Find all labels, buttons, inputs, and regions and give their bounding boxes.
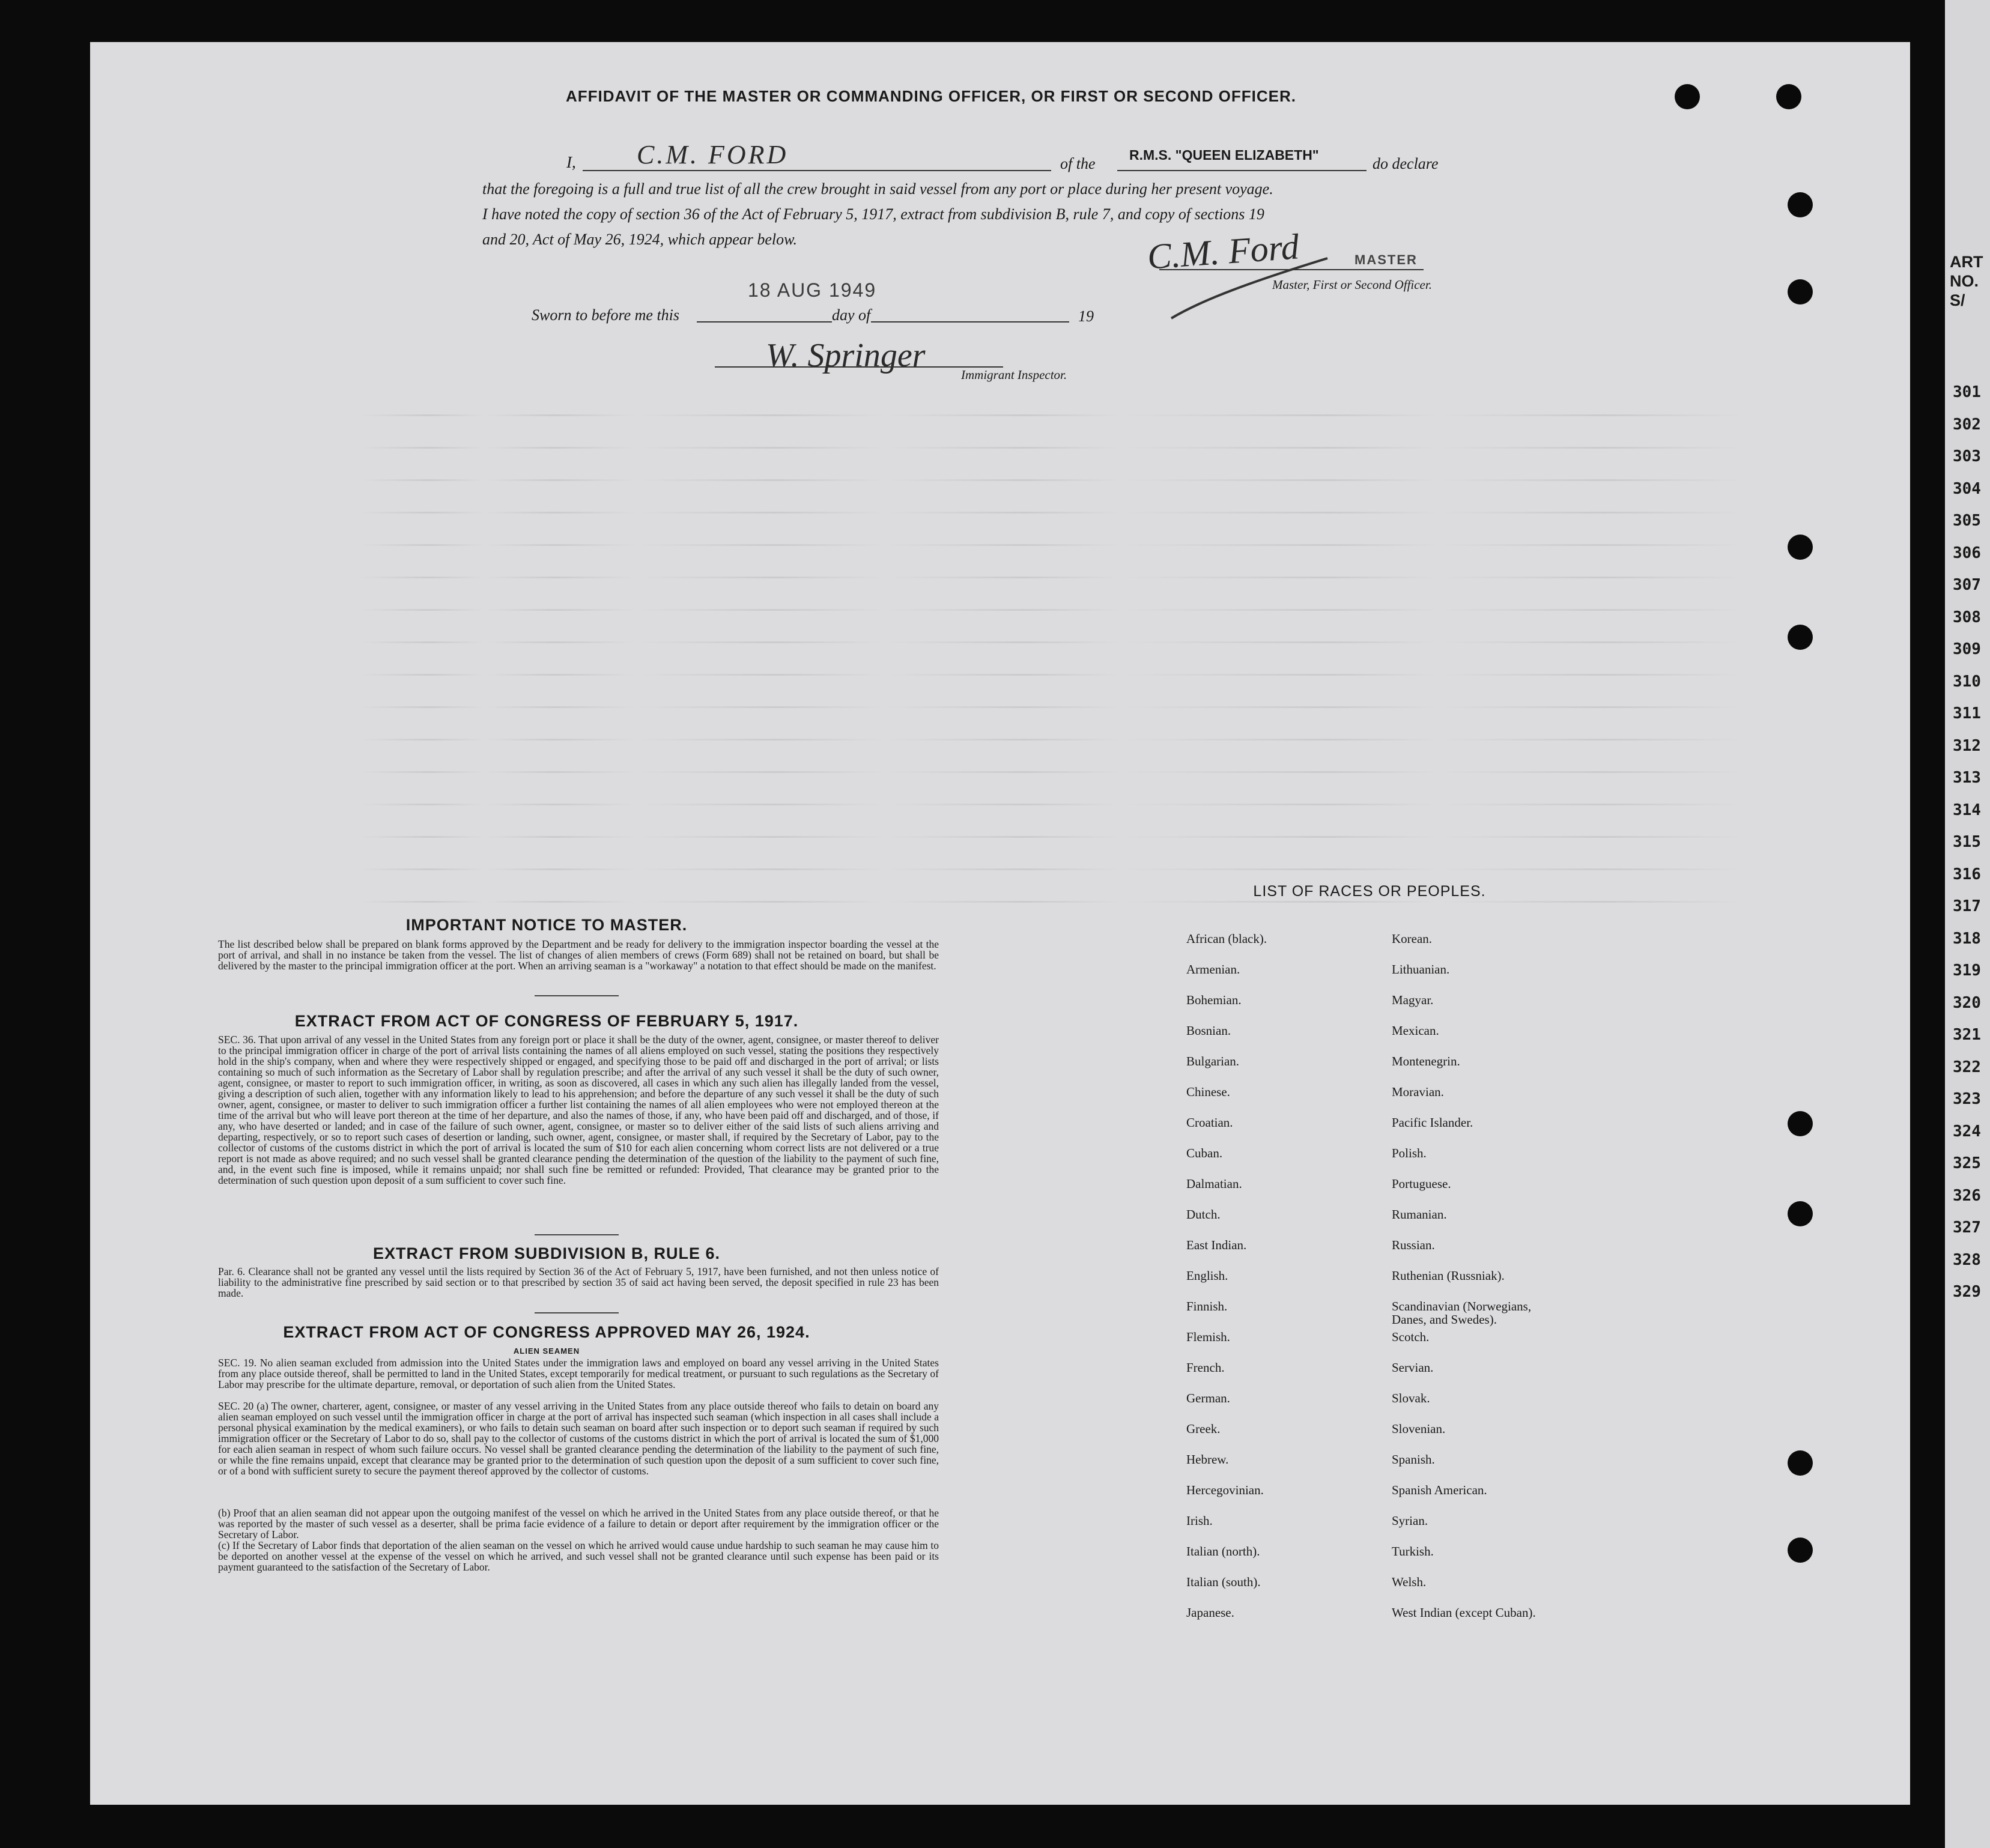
race-item: Italian (south). [1186, 1575, 1261, 1589]
section-divider [535, 995, 619, 996]
master-caption: Master, First or Second Officer. [1272, 277, 1432, 292]
extract-1924-sec20a: SEC. 20 (a) The owner, charterer, agent, consignee, or master of any vessel arriving in the United States from any place outside thereof who fails to detain on board any alien seaman employed on such vessel until the immigration officer in charge at the port of arrival has inspected such seaman (which inspection in all cases shall include a personal physical examination by the medical examiners), or who fails to detain such seaman on board after such inspection or to deport such seaman if required by such immigration officer or the Secretary of Labor to do so, shall pay to the collector of customs of the customs district in which the port of arrival is located the sum of $1,000 for each alien seaman in respect of whom such failure occurs. No vessel shall be granted clearance pending the determination of the liability to the payment of such fine, or while the fine remains unpaid, except that clearance may be granted prior to the determination of such question upon the deposit of a sum sufficient to cover such fine, or of a bond with sufficient surety to secure the payment thereof approved by the collector of customs. [218, 1400, 939, 1477]
affidavit-line-2: that the foregoing is a full and true list of all the crew brought in said vessel from any port or place during her present voyage. [482, 180, 1273, 198]
line-number: 310 [1953, 672, 1981, 691]
race-item: Hercegovinian. [1186, 1483, 1264, 1497]
race-item: Russian. [1392, 1238, 1435, 1252]
line-number: 326 [1953, 1186, 1981, 1205]
line-number: 311 [1953, 704, 1981, 723]
bleed-through-row [360, 609, 1742, 611]
bleed-through-row [360, 577, 1742, 578]
race-item: Irish. [1186, 1513, 1213, 1528]
race-item: Japanese. [1186, 1605, 1234, 1620]
punch-hole [1788, 535, 1813, 560]
line-number: 314 [1953, 801, 1981, 819]
bleed-through-row [360, 836, 1742, 838]
inspector-caption: Immigrant Inspector. [961, 368, 1067, 382]
race-item: Rumanian. [1392, 1207, 1447, 1222]
race-item: Dalmatian. [1186, 1177, 1242, 1191]
race-item: French. [1186, 1360, 1225, 1375]
affidavit-title: AFFIDAVIT OF THE MASTER OR COMMANDING OFFICER, OR FIRST OR SECOND OFFICER. [565, 87, 1297, 105]
race-item: Moravian. [1392, 1085, 1444, 1099]
extract-1924-title: EXTRACT FROM ACT OF CONGRESS APPROVED MAY 26, 1924. [283, 1323, 810, 1341]
date-stamp: 18 AUG 1949 [748, 279, 877, 301]
line-number: 327 [1953, 1219, 1981, 1237]
bleed-through-row [360, 739, 1742, 741]
race-item: Bohemian. [1186, 993, 1242, 1007]
race-item: Cuban. [1186, 1146, 1223, 1160]
day-of-label: day of [832, 306, 871, 324]
bleed-through-row [360, 771, 1742, 773]
race-item: Pacific Islander. [1392, 1115, 1473, 1130]
line-number: 309 [1953, 640, 1981, 658]
line-number: 328 [1953, 1250, 1981, 1269]
line-number: 303 [1953, 447, 1981, 465]
race-item: African (black). [1186, 932, 1267, 946]
race-item: Dutch. [1186, 1207, 1221, 1222]
bleed-through-row [360, 901, 1742, 903]
race-item: German. [1186, 1391, 1230, 1405]
race-item: Flemish. [1186, 1330, 1230, 1344]
vessel-name: R.M.S. "QUEEN ELIZABETH" [1129, 147, 1319, 163]
races-column-1 [1186, 932, 1379, 1637]
header-line: S/ [1950, 291, 1965, 309]
race-item: Syrian. [1392, 1513, 1428, 1528]
bleed-through-row [360, 804, 1742, 805]
race-item: Scotch. [1392, 1330, 1430, 1344]
race-item: Ruthenian (Russniak). [1392, 1268, 1505, 1283]
line-number: 329 [1953, 1283, 1981, 1301]
line-number: 317 [1953, 897, 1981, 915]
line-number: 307 [1953, 576, 1981, 594]
punch-hole [1675, 84, 1700, 109]
extract-rule6-body: Par. 6. Clearance shall not be granted any vessel until the lists required by Section 36 of the Act of February 5, 1917, have been furnished, and not then unless notice of liability to the administrative fine prescribed by said section or to that prescribed by section 35 of said act having been served, the deposit specified in rule 23 has been made. [218, 1265, 939, 1299]
line-number: 319 [1953, 962, 1981, 980]
bleed-through-row [360, 641, 1742, 643]
sworn-day-line [697, 321, 832, 323]
affidavit-line-3: I have noted the copy of section 36 of the Act of February 5, 1917, extract from subdivision B, rule 7, and copy of sections 19 [482, 205, 1264, 223]
affidavit-line-4: and 20, Act of May 26, 1924, which appear below. [482, 231, 798, 248]
i-label: I, [566, 153, 576, 171]
race-item: Spanish. [1392, 1452, 1435, 1467]
bleed-through-row [360, 868, 1742, 870]
bleed-through-row [360, 512, 1742, 514]
line-number: 312 [1953, 736, 1981, 755]
punch-hole [1788, 192, 1813, 217]
punch-hole [1776, 84, 1801, 109]
extract-1924-sec19: SEC. 19. No alien seaman excluded from admission into the United States under the immigration laws and employed on board any vessel arriving in the United States from any place outside thereof, shall be permitted to land in the United States, except temporarily for medical treatment, or pursuant to such regulations as the Secretary of Labor may prescribe for the ultimate departure, removal, or deportation of such alien from the United States. [218, 1357, 939, 1390]
line-number: 321 [1953, 1026, 1981, 1044]
race-item: Portuguese. [1392, 1177, 1451, 1191]
bleed-through-row [360, 706, 1742, 708]
race-item: Korean. [1392, 932, 1433, 946]
race-item: Montenegrin. [1392, 1054, 1460, 1068]
line-number: 305 [1953, 512, 1981, 530]
sworn-label: Sworn to before me this [532, 306, 680, 324]
bleed-through-row [360, 544, 1742, 546]
master-signature-line [1159, 269, 1424, 270]
inspector-signature: W. Springer [766, 337, 926, 374]
inspector-signature-line [715, 366, 1003, 368]
extract-1917-title: EXTRACT FROM ACT OF CONGRESS OF FEBRUARY 5, 1917. [294, 1012, 799, 1030]
line-number: 316 [1953, 865, 1981, 883]
line-number: 315 [1953, 833, 1981, 851]
line-number: 323 [1953, 1090, 1981, 1108]
race-item: Armenian. [1186, 962, 1240, 977]
race-item: Slovak. [1392, 1391, 1430, 1405]
line-number: 306 [1953, 544, 1981, 562]
race-item: Turkish. [1392, 1544, 1434, 1559]
extract-1917-body: SEC. 36. That upon arrival of any vessel in the United States from any foreign port or place it shall be the duty of the owner, agent, consignee, or master thereof to deliver to the principal immigration officer in charge of the port of arrival lists containing the names of all aliens employed on such vessel, stating the positions they respectively hold in the ship's company, when and where they were respectively shipped or engaged, and specifying those to be paid off and discharged in the port of arrival; or lists containing so much of such information as the Secretary of Labor shall by regulation prescribe; and after the arrival of any such vessel it shall be the duty of such owner, agent, consignee, or master to report to such immigration officer, in writing, as soon as discovered, all cases in which any such alien has illegally landed from the vessel, giving a description of such alien, together with any information likely to lead to his apprehension; and before the departure of any such vessel it shall be the duty of such owner, agent, consignee, or master to deliver to such immigration officer a further list containing the names of all alien employees who were not employed thereon at the time of the arrival but who will leave port thereon at the time of her departure, and also the names of those, if any, who have been paid off and discharged, and of those, if any, who have deserted or landed; and in case of the failure of such owner, agent, consignee, or master so to deliver either of the said lists of such aliens arriving and departing, respectively, or so to report such cases of desertion or landing, such owner, agent, consignee, or master shall, if required by the Secretary of Labor, pay to the collector of customs of the customs district in which the port of arrival is located the sum of $10 for each alien concerning whom correct lists are not delivered or a true report is not made as above required; and no such vessel shall be granted clearance pending the determination of the question of the liability to the payment of such fine, and, in the event such fine is imposed, while it remains unpaid; nor shall such fine be remitted or refunded: Provided, That clearance may be granted prior to the determination of such question upon deposit of a sum sufficient to cover such fine. [218, 1034, 939, 1186]
race-item: Finnish. [1186, 1299, 1228, 1313]
line-number: 320 [1953, 993, 1981, 1012]
race-item: Croatian. [1186, 1115, 1233, 1130]
line-number: 301 [1953, 383, 1981, 401]
notice-title: IMPORTANT NOTICE TO MASTER. [405, 916, 688, 934]
bleed-through-row [360, 447, 1742, 449]
race-item: Welsh. [1392, 1575, 1427, 1589]
header-line: NO. [1950, 272, 1979, 290]
alien-seamen-subtitle: ALIEN SEAMEN [513, 1347, 580, 1356]
race-item: Bosnian. [1186, 1023, 1231, 1038]
race-item: English. [1186, 1268, 1228, 1283]
punch-hole [1788, 1450, 1813, 1476]
vessel-line [1117, 170, 1367, 171]
line-number: 318 [1953, 929, 1981, 948]
line-number: 324 [1953, 1122, 1981, 1141]
race-item: Scandinavian (Norwegians, Danes, and Swedes). [1392, 1299, 1532, 1327]
race-item: Chinese. [1186, 1085, 1230, 1099]
of-the-label: of the [1060, 155, 1096, 172]
bleed-through-row [360, 479, 1742, 481]
line-number: 313 [1953, 769, 1981, 787]
race-item: Servian. [1392, 1360, 1434, 1375]
line-number: 325 [1953, 1154, 1981, 1172]
master-signature: C.M. Ford [1145, 226, 1300, 277]
race-item: Bulgarian. [1186, 1054, 1240, 1068]
section-divider [535, 1234, 619, 1235]
race-item: Magyar. [1392, 993, 1434, 1007]
races-column-2 [1392, 932, 1608, 1637]
punch-hole [1788, 1201, 1813, 1226]
line-number: 308 [1953, 608, 1981, 626]
bleed-through-row [360, 414, 1742, 416]
race-item: Slovenian. [1392, 1422, 1446, 1436]
race-item: Polish. [1392, 1146, 1427, 1160]
master-stamp: MASTER [1354, 252, 1418, 267]
adjacent-sheet-header [1950, 252, 1983, 310]
punch-hole [1788, 1111, 1813, 1136]
race-item: Mexican. [1392, 1023, 1439, 1038]
race-item: East Indian. [1186, 1238, 1247, 1252]
bleed-through-row [360, 674, 1742, 676]
race-item: Hebrew. [1186, 1452, 1229, 1467]
punch-hole [1788, 625, 1813, 650]
sworn-month-line [871, 321, 1069, 323]
race-item: Lithuanian. [1392, 962, 1450, 977]
line-number: 304 [1953, 479, 1981, 498]
race-item: West Indian (except Cuban). [1392, 1605, 1536, 1620]
extract-1924-sec20c: (c) If the Secretary of Labor finds that deportation of the alien seaman on the vessel on which he arrived would cause undue hardship to such seaman he may cause him to be deported on another vessel at the expense of the vessel on which he arrived, and such vessel shall not be granted clearance until such expense has been paid or its payment guaranteed to the satisfaction of the Secretary of Labor. [218, 1539, 939, 1573]
punch-hole [1788, 1537, 1813, 1563]
line-number: 322 [1953, 1058, 1981, 1076]
header-line: ART [1950, 253, 1983, 271]
extract-1924-sec20b: (b) Proof that an alien seaman did not appear upon the outgoing manifest of the vessel on which he arrived in the United States from any place outside thereof, or that he was reported by the master of such vessel as a deserter, shall be prima facie evidence of a failure to detain or deport after requirement by the immigration officer or the Secretary of Labor. [218, 1507, 939, 1541]
punch-hole [1788, 279, 1813, 304]
name-line [583, 170, 1051, 171]
year-prefix: 19 [1078, 307, 1094, 325]
race-item: Spanish American. [1392, 1483, 1487, 1497]
line-number: 302 [1953, 415, 1981, 434]
race-item: Greek. [1186, 1422, 1221, 1436]
master-name-handwritten: C.M. FORD [637, 140, 789, 169]
section-divider [535, 1312, 619, 1313]
do-declare: do declare [1373, 155, 1439, 172]
extract-rule6-title: EXTRACT FROM SUBDIVISION B, RULE 6. [372, 1244, 721, 1262]
races-title: LIST OF RACES OR PEOPLES. [1253, 883, 1486, 900]
race-item: Italian (north). [1186, 1544, 1260, 1559]
notice-body: The list described below shall be prepared on blank forms approved by the Department and be ready for delivery to the immigration inspector boarding the vessel at the port of arrival, and shall in no instance be taken from the vessel. The list of changes of alien members of crews (Form 689) shall not be retained on board, but shall be delivered by the master to the principal immigration officer at the port. When an arriving seaman is a "workaway" a notation to that effect should be made on the manifest. [218, 938, 939, 972]
